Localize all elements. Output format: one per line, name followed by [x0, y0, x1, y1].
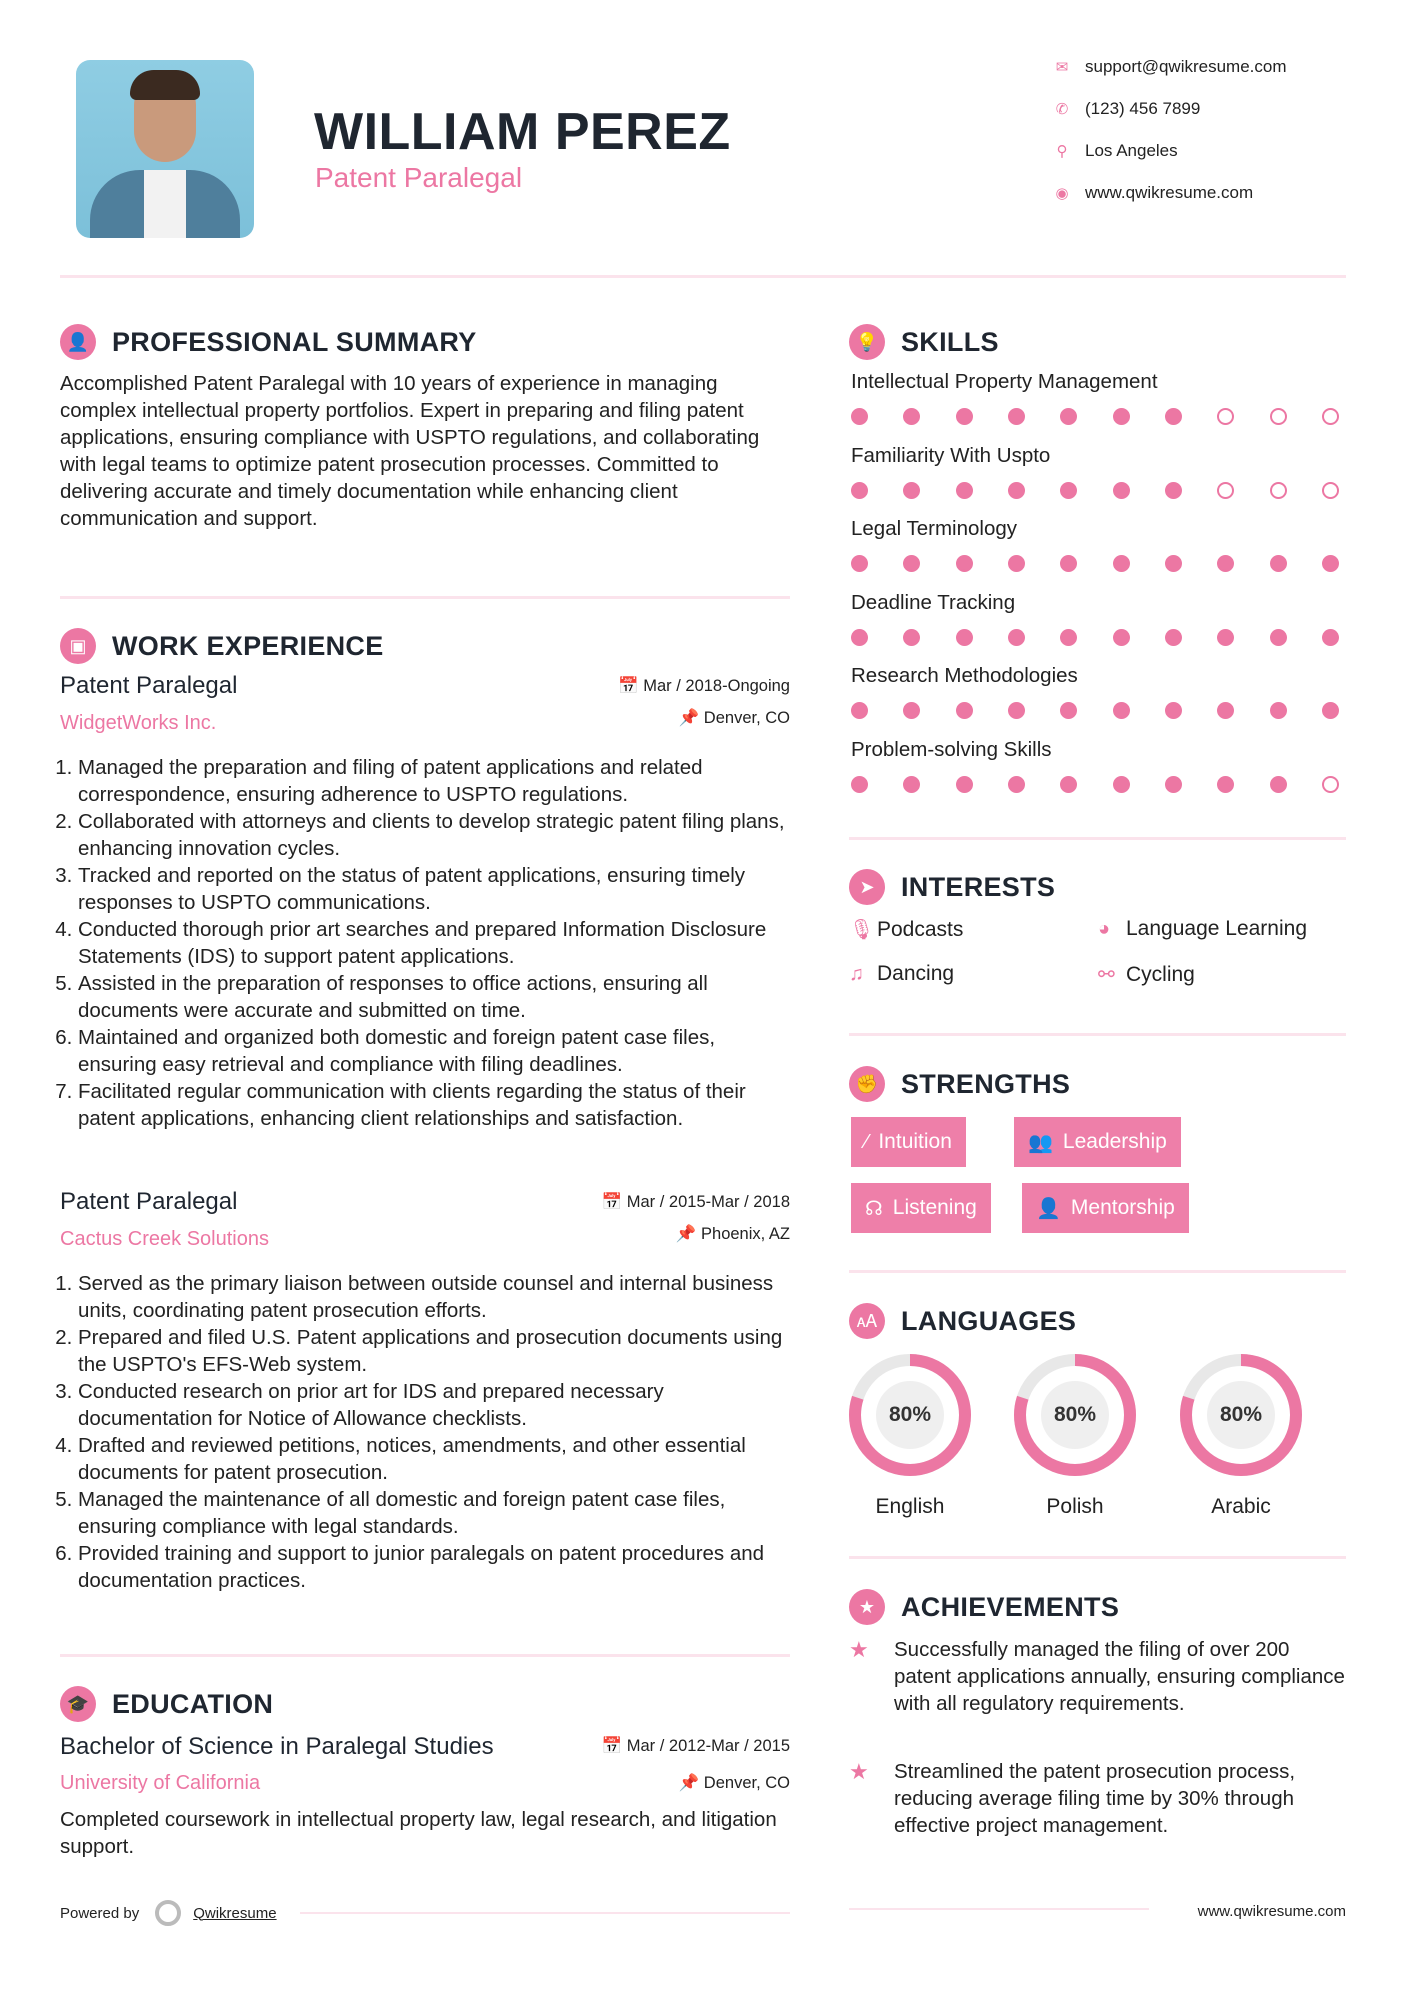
- achievements-heading: ★ ACHIEVEMENTS: [849, 1589, 1119, 1625]
- divider: [849, 1556, 1346, 1559]
- rating-dot: [1270, 408, 1287, 425]
- rating-dot: [1060, 408, 1077, 425]
- envelope-icon: ✉: [1055, 59, 1069, 76]
- job-bullet: 5. Assisted in the preparation of responses to office actions, ensuring all documents were accurate and submitted on time.: [78, 970, 798, 1024]
- star-badge-icon: ★: [849, 1589, 885, 1625]
- language-percent: 80%: [888, 1403, 932, 1426]
- header-divider: [60, 275, 1346, 278]
- lightbulb-icon: 💡: [849, 324, 885, 360]
- company-name: Cactus Creek Solutions: [60, 1228, 269, 1250]
- rating-dot: [1270, 776, 1287, 793]
- rating-dot: [903, 702, 920, 719]
- rating-dot: [1217, 408, 1234, 425]
- bicycle-icon: ⚯: [1098, 964, 1115, 986]
- job-date: 📅 Mar / 2015-Mar / 2018: [601, 1193, 790, 1211]
- rating-dot: [1322, 555, 1339, 572]
- job-bullet: 7. Facilitated regular communication with clients regarding the status of their patent applications, enhancing client relationships and satisfaction.: [78, 1078, 798, 1132]
- rating-dot: [1113, 555, 1130, 572]
- rating-dot: [851, 482, 868, 499]
- interest-item: 🎙 Podcasts: [849, 917, 964, 941]
- skill-name: Deadline Tracking: [851, 590, 1016, 614]
- job-date: 📅 Mar / 2018-Ongoing: [618, 677, 790, 695]
- language-name: Polish: [1046, 1495, 1104, 1518]
- rating-dot: [956, 629, 973, 646]
- strengths-heading: ✊ STRENGTHS: [849, 1066, 1070, 1102]
- language-percent: 80%: [1053, 1403, 1097, 1426]
- rating-dot: [903, 482, 920, 499]
- skill-rating: [851, 482, 1339, 499]
- skills-heading: 💡 SKILLS: [849, 324, 999, 360]
- rating-dot: [1008, 702, 1025, 719]
- rating-dot: [1008, 629, 1025, 646]
- job-bullet: 4. Drafted and reviewed petitions, notices, amendments, and other essential documents for patent prosecution.: [78, 1432, 798, 1486]
- rating-dot: [1270, 629, 1287, 646]
- strength-tag: ⁄ Intuition: [851, 1117, 966, 1167]
- skill-rating: [851, 408, 1339, 425]
- degree: Bachelor of Science in Paralegal Studies: [60, 1733, 494, 1760]
- chair-icon: ▣: [60, 628, 96, 664]
- job-bullet: 6. Maintained and organized both domestic and foreign patent case files, ensuring easy retrieval and compliance with filing deadlines.: [78, 1024, 798, 1078]
- rating-dot: [851, 408, 868, 425]
- divider: [849, 837, 1346, 840]
- candidate-name: WILLIAM PEREZ: [314, 103, 731, 161]
- skill-name: Legal Terminology: [851, 517, 1018, 540]
- divider: [849, 1270, 1346, 1273]
- interest-item: ◕ Language Learning: [1098, 917, 1308, 940]
- rating-dot: [1113, 408, 1130, 425]
- footer-divider: [300, 1912, 790, 1914]
- rating-dot: [1165, 702, 1182, 719]
- job-bullet: 4. Conducted thorough prior art searches and prepared Information Disclosure Statements (IDS) to support patent applications.: [78, 916, 798, 970]
- school: University of California: [60, 1772, 261, 1794]
- contact-text: Los Angeles: [1085, 141, 1178, 160]
- calendar-icon: 📅: [601, 1193, 627, 1211]
- interests-heading: ➤ INTERESTS: [849, 869, 1055, 905]
- job-bullet: 1. Served as the primary liaison between outside counsel and internal business units, coordinating patent prosecution efforts.: [78, 1270, 798, 1324]
- pin-icon: 📌: [675, 1225, 702, 1243]
- rating-dot: [851, 629, 868, 646]
- rating-dot: [1217, 776, 1234, 793]
- rating-dot: [1008, 555, 1025, 572]
- rating-dot: [1322, 629, 1339, 646]
- rating-dot: [1060, 482, 1077, 499]
- contact-item[interactable]: [1052, 183, 1253, 203]
- company-name: WidgetWorks Inc.: [60, 712, 217, 734]
- skill-name: Research Methodologies: [851, 664, 1078, 687]
- language-item: [1176, 1350, 1306, 1519]
- rating-dot: [1113, 482, 1130, 499]
- skill-name: Familiarity With Uspto: [851, 443, 1051, 467]
- graduation-icon: 🎓: [60, 1686, 96, 1722]
- rating-dot: [1270, 555, 1287, 572]
- user-icon: 👤: [60, 324, 96, 360]
- rating-dot: [1165, 482, 1182, 499]
- skill-rating: [851, 555, 1339, 572]
- rating-dot: [1060, 555, 1077, 572]
- interest-item: ♫ Dancing: [849, 962, 955, 985]
- rating-dot: [1270, 702, 1287, 719]
- rating-dot: [956, 776, 973, 793]
- music-icon: ♫: [849, 962, 864, 985]
- rating-dot: [1165, 408, 1182, 425]
- calendar-icon: 📅: [601, 1737, 627, 1755]
- rating-dot: [1270, 482, 1287, 499]
- rating-dot: [1113, 702, 1130, 719]
- candidate-title: Patent Paralegal: [315, 162, 523, 193]
- job-bullet: 2. Collaborated with attorneys and clients to develop strategic patent filing plans, enhancing innovation cycles.: [78, 808, 798, 862]
- rating-dot: [1165, 629, 1182, 646]
- fist-icon: ✊: [849, 1066, 885, 1102]
- language-icon: 🗚: [849, 1303, 885, 1339]
- rating-dot: [1008, 776, 1025, 793]
- footer-powered: [60, 1900, 277, 1926]
- users-icon: 👥: [1028, 1131, 1053, 1154]
- job-location: 📌 Denver, CO: [678, 709, 790, 727]
- summary-heading: 👤 PROFESSIONAL SUMMARY: [60, 324, 477, 360]
- rating-dot: [1217, 702, 1234, 719]
- rating-dot: [903, 776, 920, 793]
- rating-dot: [1217, 482, 1234, 499]
- rating-dot: [1322, 482, 1339, 499]
- rating-dot: [1165, 555, 1182, 572]
- rating-dot: [1113, 629, 1130, 646]
- strength-tag: ☊ Listening: [851, 1183, 991, 1233]
- rating-dot: [1322, 702, 1339, 719]
- job-bullet: 5. Managed the maintenance of all domestic and foreign patent case files, ensuring compliance with legal standards.: [78, 1486, 798, 1540]
- rating-dot: [851, 702, 868, 719]
- rating-dot: [956, 702, 973, 719]
- language-item: [845, 1350, 975, 1519]
- divider: [849, 1033, 1346, 1036]
- education-location: 📌 Denver, CO: [678, 1774, 790, 1792]
- language-item: [1010, 1350, 1140, 1519]
- star-icon: ★: [849, 1637, 869, 1662]
- pin-icon: 📌: [678, 1774, 704, 1792]
- map-pin-icon: ⚲: [1056, 143, 1068, 160]
- globe-icon: ◉: [1055, 185, 1069, 202]
- rating-dot: [956, 482, 973, 499]
- rating-dot: [1060, 629, 1077, 646]
- footer-website[interactable]: www.qwikresume.com: [1197, 1903, 1346, 1920]
- rating-dot: [903, 629, 920, 646]
- skill-rating: [851, 702, 1339, 719]
- powered-by-label: Powered by: [60, 1904, 140, 1922]
- job-bullet: 3. Conducted research on prior art for IDS and prepared necessary documentation for Notice of Allowance checklists.: [78, 1378, 798, 1432]
- contact-text: www.qwikresume.com: [1085, 183, 1254, 202]
- contact-item[interactable]: [1052, 57, 1287, 77]
- languages-heading: 🗚 LANGUAGES: [849, 1303, 1076, 1339]
- rating-dot: [1008, 482, 1025, 499]
- rating-dot: [903, 555, 920, 572]
- rating-dot: [903, 408, 920, 425]
- summary-text: Accomplished Patent Paralegal with 10 years of experience in managing complex intellectual property portfolios. Expert in preparing and filing patent applications, ensuring compliance with USPTO regulations, and collaborating with legal teams to optimize patent prosecution processes. Committed to delivering accurate and timely documentation while enhancing client communication and support.: [60, 372, 760, 530]
- calendar-icon: 📅: [618, 677, 644, 695]
- language-name: English: [875, 1495, 945, 1518]
- contact-text: (123) 456 7899: [1085, 99, 1201, 118]
- strength-tag: 👤 Mentorship: [1022, 1183, 1189, 1233]
- microphone-icon: 🎙: [849, 919, 875, 941]
- rating-dot: [851, 776, 868, 793]
- divider: [60, 596, 790, 599]
- qwikresume-logo-icon: [155, 1900, 181, 1926]
- job-location: 📌 Phoenix, AZ: [675, 1225, 790, 1243]
- achievement-item: ★ Successfully managed the filing of over 200 patent applications annually, ensuring compliance with all regulatory requirements.: [849, 1637, 1345, 1715]
- job-bullet: 6. Provided training and support to junior paralegals on patent procedures and documentation practices.: [78, 1540, 798, 1594]
- rating-dot: [1008, 408, 1025, 425]
- headphones-icon: ☊: [865, 1197, 883, 1220]
- education-heading: 🎓 EDUCATION: [60, 1686, 273, 1722]
- skill-name: Intellectual Property Management: [851, 370, 1158, 393]
- rating-dot: [1322, 408, 1339, 425]
- rating-dot: [1113, 776, 1130, 793]
- paper-plane-icon: ➤: [849, 869, 885, 905]
- education-description: Completed coursework in intellectual property law, legal research, and litigation support.: [60, 1808, 777, 1858]
- job-bullet: 1. Managed the preparation and filing of patent applications and related correspondence, ensuring adherence to USPTO regulations.: [78, 754, 798, 808]
- divider: [60, 1654, 790, 1657]
- strength-tag: 👥 Leadership: [1014, 1117, 1181, 1167]
- pin-icon: 📌: [678, 709, 704, 727]
- job-bullet: 3. Tracked and reported on the status of patent applications, ensuring timely responses to USPTO communications.: [78, 862, 798, 916]
- rating-dot: [1060, 776, 1077, 793]
- profile-photo: [76, 60, 254, 238]
- rating-dot: [1217, 629, 1234, 646]
- experience-heading: ▣ WORK EXPERIENCE: [60, 628, 384, 664]
- skill-rating: [851, 776, 1339, 793]
- language-percent: 80%: [1219, 1403, 1263, 1426]
- user-plus-icon: 👤: [1036, 1197, 1061, 1220]
- achievement-item: ★ Streamlined the patent prosecution process, reducing average filing time by 30% through effective project management.: [849, 1759, 1296, 1837]
- language-name: Arabic: [1211, 1495, 1271, 1518]
- education-date: 📅 Mar / 2012-Mar / 2015: [601, 1737, 790, 1755]
- rating-dot: [956, 555, 973, 572]
- qwikresume-link[interactable]: Qwikresume: [193, 1904, 277, 1922]
- magic-wand-icon: ⁄: [865, 1130, 869, 1153]
- rating-dot: [956, 408, 973, 425]
- phone-icon: ✆: [1055, 101, 1069, 118]
- rating-dot: [1217, 555, 1234, 572]
- contact-item[interactable]: [1052, 141, 1178, 161]
- rating-dot: [1322, 776, 1339, 793]
- job-bullets: [58, 754, 798, 1132]
- skill-name: Problem-solving Skills: [851, 737, 1052, 761]
- interest-item: ⚯ Cycling: [1098, 962, 1195, 986]
- job-bullets: [58, 1270, 798, 1594]
- contact-item[interactable]: [1052, 99, 1200, 119]
- contact-text: support@qwikresume.com: [1085, 57, 1287, 76]
- rating-dot: [1060, 702, 1077, 719]
- job-title: Patent Paralegal: [60, 1188, 238, 1215]
- rating-dot: [1165, 776, 1182, 793]
- job-bullet: 2. Prepared and filed U.S. Patent applications and prosecution documents using the USPTO's EFS-Web system.: [78, 1324, 798, 1378]
- job-title: Patent Paralegal: [60, 672, 238, 699]
- globe-icon: ◕: [1098, 917, 1111, 940]
- skill-rating: [851, 629, 1339, 646]
- rating-dot: [851, 555, 868, 572]
- star-icon: ★: [849, 1759, 869, 1784]
